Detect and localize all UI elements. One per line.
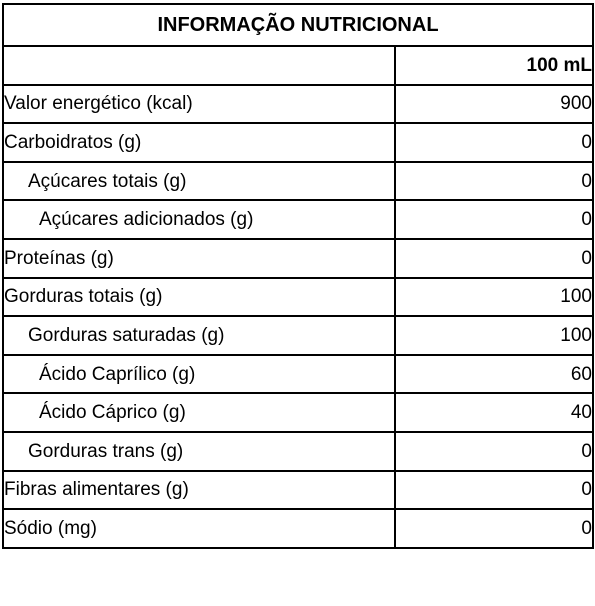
nutrient-value: 0 [395,200,593,239]
table-title: INFORMAÇÃO NUTRICIONAL [3,4,593,46]
nutrient-row [3,239,593,278]
nutrient-value: 0 [395,162,593,201]
serving-header-empty-cell [3,46,395,85]
serving-size-header: 100 mL [395,46,593,85]
nutrient-row [3,432,593,471]
nutrient-value: 0 [395,471,593,510]
nutrient-label: Carboidratos (g) [3,123,395,162]
nutrient-label: Fibras alimentares (g) [3,471,395,510]
nutrient-value: 60 [395,355,593,394]
nutrient-label: Gorduras saturadas (g) [3,316,395,355]
nutrient-label: Açúcares totais (g) [3,162,395,201]
nutrient-value: 900 [395,85,593,124]
nutrient-row [3,393,593,432]
nutrient-label: Açúcares adicionados (g) [3,200,395,239]
nutrition-table-body [3,4,593,548]
serving-header-row [3,46,593,85]
nutrient-value: 0 [395,123,593,162]
nutrient-row [3,316,593,355]
nutrient-label: Proteínas (g) [3,239,395,278]
nutrient-row [3,471,593,510]
title-row [3,4,593,46]
nutrient-label: Gorduras totais (g) [3,278,395,317]
nutrient-value: 0 [395,509,593,548]
nutrient-label: Ácido Caprílico (g) [3,355,395,394]
nutrient-value: 100 [395,316,593,355]
nutrient-row [3,162,593,201]
nutrient-row [3,278,593,317]
nutrient-row [3,355,593,394]
nutrient-value: 0 [395,432,593,471]
nutrient-value: 0 [395,239,593,278]
nutrition-facts-table [2,3,594,549]
nutrient-value: 100 [395,278,593,317]
nutrient-label: Gorduras trans (g) [3,432,395,471]
nutrient-label: Valor energético (kcal) [3,85,395,124]
nutrient-row [3,123,593,162]
nutrient-value: 40 [395,393,593,432]
nutrient-row [3,85,593,124]
nutrient-row [3,509,593,548]
nutrient-row [3,200,593,239]
nutrient-label: Ácido Cáprico (g) [3,393,395,432]
nutrient-label: Sódio (mg) [3,509,395,548]
